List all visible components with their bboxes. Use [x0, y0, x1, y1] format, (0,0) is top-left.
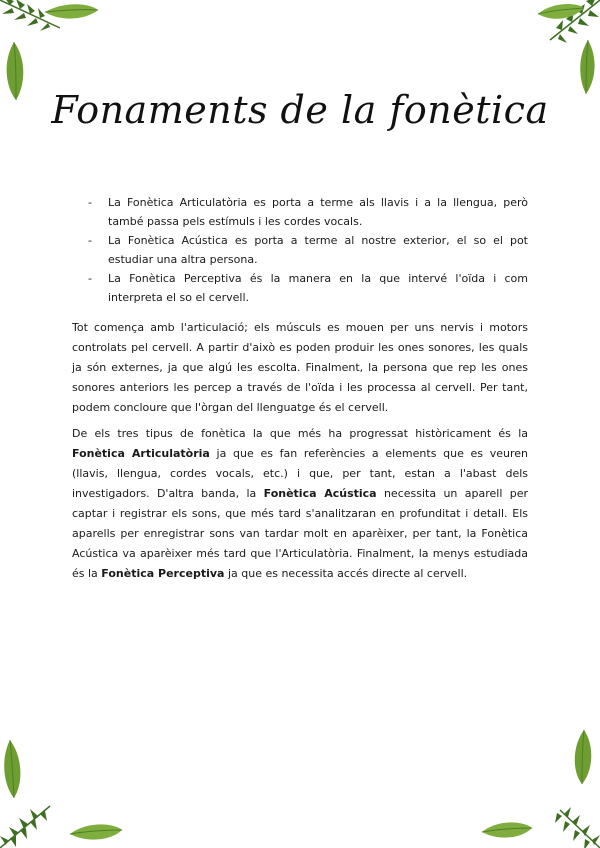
- leaf-decoration-bottom-right: [460, 728, 600, 848]
- bullet-marker: -: [88, 272, 92, 285]
- list-item: [88, 269, 528, 307]
- paragraph-text: ja que es fan referències a elements que es veuren (llavis, llengua, cordes vocals, etc.) i que, per tant, estan a l'abast dels investigadors. D'altra banda, la: [72, 447, 528, 500]
- paragraph-text: De els tres tipus de fonètica la que més ha progressat històricament és la: [72, 427, 528, 440]
- term-perceptive: Fonètica Perceptiva: [101, 567, 225, 580]
- paragraph-text: necessita un aparell per captar i registrar els sons, que més tard s'analitzaran en profunditat i detall. Els aparells per enregistrar sons van tardar molt en aparèixer, per tant, la Fonètica Acústica va aparèixer més tard que l'Articulatòria. Finalment, la menys estudiada és la: [72, 487, 529, 580]
- paragraph-articulation: Tot comença amb l'articulació; els músculs es mouen per uns nervis i motors controlats pel cervell. A partir d'això es poden produir les ones sonores, les quals ja són externes, ja que algú les escolta. Finalment, la persona que rep les ones sonores anteriors les percep a través de l'oïda i les processa al cervell. Per tant, podem concloure que l'òrgan del llenguatge és el cervell.: [72, 321, 528, 414]
- bullet-marker: -: [88, 234, 92, 247]
- list-item-text: La Fonètica Acústica es porta a terme al nostre exterior, el so el pot estudiar una altra persona.: [108, 234, 528, 266]
- paragraph-text: ja que es necessita accés directe al cervell.: [224, 567, 468, 580]
- list-item: [88, 231, 528, 269]
- list-item-text: La Fonètica Articulatòria es porta a terme als llavis i a la llengua, però també passa pels estímuls i les cordes vocals.: [108, 196, 528, 228]
- bullet-list: [88, 193, 528, 307]
- leaf-decoration-bottom-left: [0, 728, 140, 848]
- list-item-text: La Fonètica Perceptiva és la manera en la que intervé l'oïda i com interpreta el so el cervell.: [108, 272, 528, 304]
- paragraph-history: [72, 424, 528, 584]
- list-item: [88, 193, 528, 231]
- term-articulatory: Fonètica Articulatòria: [72, 447, 210, 460]
- bullet-marker: -: [88, 196, 92, 209]
- page-title: Fonaments de la fonètica: [51, 88, 549, 132]
- term-acoustic: Fonètica Acústica: [263, 487, 377, 500]
